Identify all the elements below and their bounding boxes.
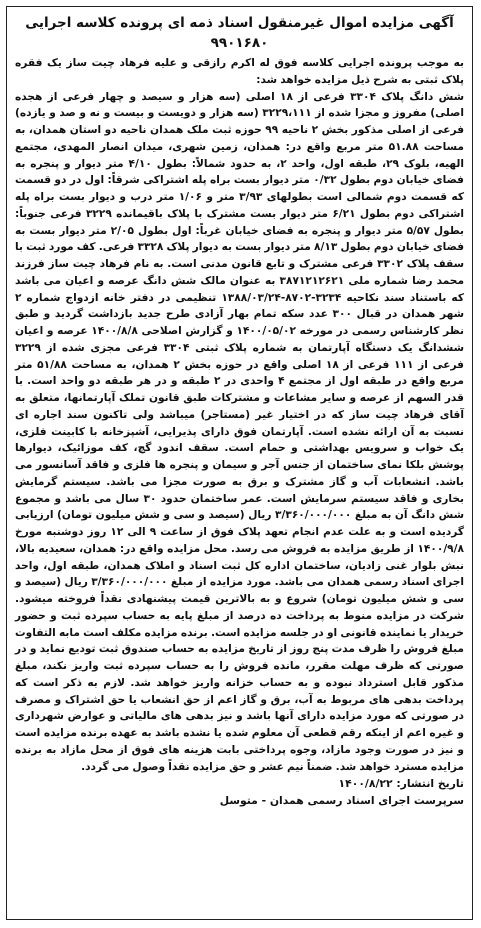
auction-notice bbox=[6, 6, 473, 920]
publish-date: تاریخ انتشار: ۱۴۰۰/۸/۲۲ bbox=[338, 777, 464, 791]
notice-intro: به موجب پرونده اجرایی کلاسه فوق له اکرم رازقی و علیه فرهاد چیت ساز یک فقره پلاک ثبتی به شرح ذیل مزایده خواهد شد: bbox=[15, 57, 464, 86]
notice-title: آگهی مزایده اموال غیرمنقول اسناد ذمه ای پرونده کلاسه اجرایی ۹۹۰۱۶۸۰ bbox=[25, 15, 454, 51]
signature: سرپرست اجرای اسناد رسمی همدان - متوسل bbox=[219, 794, 464, 808]
notice-paragraph: شش دانگ پلاک ۳۳۰۴ فرعی از ۱۸ اصلی (سه هزار و سیصد و چهار فرعی از هجده اصلی) مفروز و مجزا شده از ۳۲۲۹،۱۱۱ (سه هزار و دویست و بیست و نه و صد و یازده) فرعی از اصلی مذکور بخش ۲ ناحیه ۹۹ حوزه ثبت ملک همدان ناحیه دو استان همدان، به مساحت ۵۱.۸۸ متر مربع واقع در: همدان، زمین شهری، میدان انصار المهدی، مجتمع الهیه، بلوک ۲۹، طبقه اول، واحد ۲، به حدود شمالاً: بطول ۴/۱۰ متر دیوار و پنجره به فضای خیابان دوم بطول ۰/۳۲ متر دیوار بست براه پله اشتراکی شرقاً: اول در دو قسمت که قسمت دوم شمالی است بطولهای ۳/۹۳ متر و ۱/۰۶ متر درب و دیوار بست براه پله اشتراکی دوم بطول ۶/۲۱ متر دیوار بست مشترک با پلاک باقیمانده ۳۲۲۹ فرعی جنوباً: بطول ۵/۵۷ متر دیوار و پنجره به فضای خیابان غرباً: اول بطول ۲/۰۵ متر دیوار بست به فضای خیابان دوم بطول ۸/۱۳ متر دیوار بست به دیوار پلاک ۳۳۲۸ فرعی. کف مورد ثبت با سقف پلاک ۳۳۰۲ فرعی مشترک و تابع قانون مدنی است. به نام فرهاد چیت ساز فرزند محمد رضا شماره ملی ۳۸۷۱۲۱۲۶۲۱ به عنوان مالک شش دانگ عرصه و اعیان می باشد که باستناد سند نکاحیه ۳۲۳۴-۸۷۰۲-۱۳۸۸/۰۳/۲۴ تنظیمی در دفتر خانه ازدواج شماره ۲ شهر همدان در قبال ۳۰۰ عدد سکه تمام بهار آزادی طرح جدید بازداشت گردید و طبق نظر کارشناس رسمی در مورخه ۱۴۰۰/۰۵/۰۲ و گزارش اصلاحی ۱۴۰۰/۸/۸ عرصه و اعیان ششدانگ یک دستگاه آپارتمان به شماره پلاک ثبتی ۳۳۰۴ فرعی مجزی شده از ۳۲۲۹ فرعی از ۱۱۱ فرعی از ۱۸ اصلی واقع در حوزه بخش ۲ همدان، به مساحت ۵۱/۸۸ متر مربع واقع در طبقه اول از مجتمع ۴ واحدی در ۲ طبقه و در هر طبقه دو واحد است. با قدر السهم از عرصه و سایر مشاعات و مشترکات طبق قانون تملک آپارتمانها، متعلق به آقای فرهاد چیت ساز که در اختیار غیر (مستاجر) میباشد ولی تاکنون سند اجاره ای نسبت به آن ارائه نشده است. آپارتمان فوق دارای پذیرایی، آشپزخانه با کابینت فلزی، یک خواب و سرویس بهداشتی و حمام است. سقف اندود گچ، کف موزائیک، دیوارها پوشش بلکا نمای ساختمان از جنس آجر و سیمان و پنجره ها فلزی و فاقد آسانسور می باشد. انشعابات آب و گاز مشترک و برق به صورت مجزا می باشد. سیستم گرمایش بخاری و فاقد سیستم سرمایش است. عمر ساختمان حدود ۳۰ سال می باشد و مجموع شش دانگ آن به مبلغ ۳/۳۶۰/۰۰۰/۰۰۰ ریال (سیصد و سی و شش میلیون تومان) ارزیابی گردیده است و به علت عدم انجام تعهد پلاک فوق از ساعت ۹ الی ۱۲ روز دوشنبه مورخ ۱۴۰۰/۹/۸ از طریق مزایده به فروش می رسد. محل مزایده واقع در: همدان، سعیدیه بالا، نبش بلوار غنی زادیان، ساختمان اداره کل ثبت اسناد و املاک همدان، طبقه اول، واحد اجرای اسناد رسمی همدان می باشد. مورد مزایده از مبلغ ۳/۳۶۰/۰۰۰/۰۰۰ ریال (سیصد و سی و شش میلیون تومان) شروع و به بالاترین قیمت پیشنهادی نقداً فروخته میشود. شرکت در مزایده منوط به پرداخت ده درصد از مبلغ پایه به حساب سپرده ثبت و حضور خریدار یا نماینده قانونی او در جلسه مزایده است. برنده مزایده مکلف است مابه التفاوت مبلغ فروش را ظرف مدت پنج روز از تاریخ مزایده به حساب صندوق ثبت تودیع نماید و در صورتی که ظرف مهلت مقرر، مانده فروش را به حساب سپرده ثبت واریز نکند، مبلغ مذکور قابل استرداد نبوده و به حساب خزانه واریز خواهد شد. لازم به ذکر است که پرداخت بدهی های مربوط به آب، برق و گاز اعم از حق انشعاب یا حق اشتراک و مصرف در صورتی که مورد مزایده دارای آنها باشد و نیز بدهی های مالیاتی و عوارض شهرداری و غیره اعم از اینکه رقم قطعی آن معلوم شده یا نشده باشد به عهده برنده مزایده است و نیز در صورت وجود مازاد، وجوه پرداختی بابت هزینه های فوق از محل مازاد به برنده مزایده مسترد خواهد شد. ضمناً نیم عشر و حق مزایده نقداً وصول می گردد. bbox=[15, 90, 465, 773]
notice-footer bbox=[15, 775, 464, 809]
notice-body bbox=[15, 55, 464, 775]
